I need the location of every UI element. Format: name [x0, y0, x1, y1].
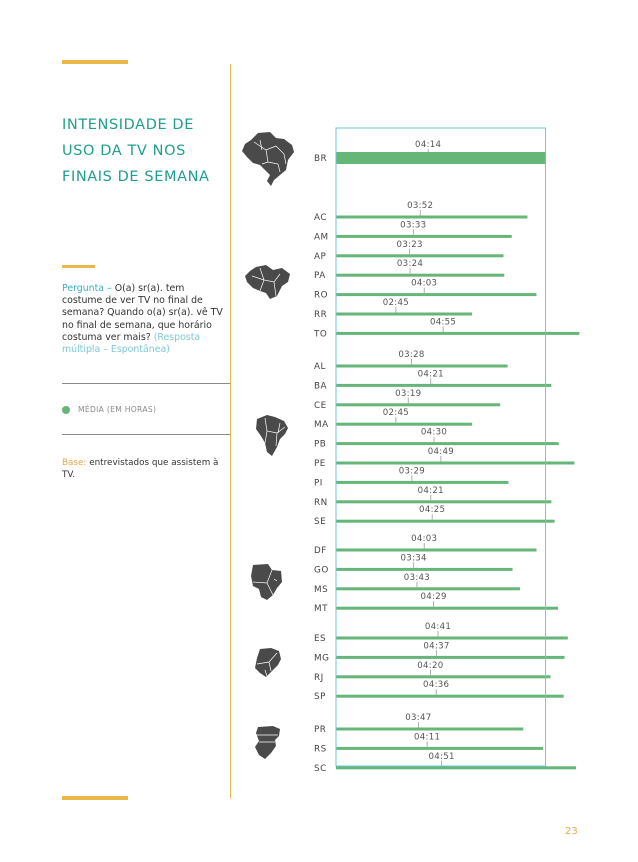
bar-es: [336, 637, 568, 640]
category-label-ba: BA: [314, 381, 328, 392]
value-label-pe: 04:49: [427, 447, 455, 457]
bar-go: [336, 568, 513, 571]
value-label-rn: 04:21: [417, 485, 444, 496]
value-label-se: 04:25: [419, 505, 446, 516]
bar-pi: [336, 481, 508, 484]
value-label-al: 03:28: [398, 350, 425, 360]
question-text: O(a) sr(a). tem costume de ver TV no final de semana? Quando o(a) sr(a). vê TV no final de semana, que horário costuma ver mais?: [62, 283, 223, 343]
category-label-ac: AC: [314, 213, 328, 223]
bar-ro: [336, 293, 536, 296]
value-label-sc: 04:51: [428, 751, 455, 762]
value-label-ro: 04:03: [411, 278, 438, 289]
bar-pr: [336, 728, 523, 731]
bar-rs: [336, 747, 543, 750]
bar-ms: [336, 587, 520, 590]
value-label-ma: 02:45: [382, 408, 410, 419]
value-label-rr: 02:45: [382, 298, 410, 308]
bar-al: [336, 365, 508, 368]
bar-ac: [336, 216, 527, 219]
category-label-pa: PA: [314, 271, 326, 282]
category-label-sc: SC: [314, 763, 327, 774]
legend-label: MÉDIA (EM HORAS): [78, 405, 157, 414]
value-label-am: 03:33: [400, 220, 427, 231]
value-label-ap: 03:23: [396, 239, 423, 250]
bar-pe: [336, 462, 574, 465]
value-label-ba: 04:21: [417, 369, 444, 380]
question-note: (Resposta múltipla – Espontânea): [62, 331, 201, 356]
value-label-pr: 03:47: [405, 713, 432, 723]
bar-pa: [336, 274, 504, 277]
category-label-mt: MT: [314, 604, 328, 615]
category-label-rn: RN: [314, 497, 328, 508]
category-label-go: GO: [314, 565, 329, 576]
category-label-rj: RJ: [314, 672, 324, 683]
category-label-sp: SP: [314, 692, 326, 703]
bar-to: [336, 332, 579, 335]
value-label-rj: 04:20: [417, 660, 444, 671]
category-label-ro: RO: [314, 290, 329, 301]
category-label-ms: MS: [314, 584, 329, 595]
bar-ap: [336, 254, 503, 257]
bar-br: [336, 152, 546, 164]
category-label-rr: RR: [314, 310, 328, 320]
value-label-df: 04:03: [411, 534, 438, 544]
value-label-es: 04:41: [424, 622, 452, 632]
bar-rj: [336, 675, 551, 678]
bar-rr: [336, 313, 472, 316]
bar-mt: [336, 607, 558, 610]
bar-rn: [336, 500, 551, 503]
value-label-mt: 04:29: [420, 592, 447, 603]
value-label-br: 04:14: [415, 140, 442, 150]
value-label-to: 04:55: [429, 317, 457, 328]
bar-am: [336, 235, 512, 238]
value-label-pb: 04:30: [420, 427, 448, 438]
category-label-to: TO: [314, 329, 328, 340]
value-label-rs: 04:11: [413, 732, 441, 743]
value-label-pa: 03:24: [396, 259, 424, 270]
category-label-rs: RS: [314, 744, 327, 755]
category-label-pr: PR: [314, 725, 327, 735]
category-label-df: DF: [314, 546, 327, 556]
category-label-ap: AP: [314, 251, 327, 262]
category-label-am: AM: [314, 232, 329, 243]
value-label-ms: 03:43: [403, 572, 431, 583]
base-text: entrevistados que assistem à TV.: [62, 458, 219, 480]
category-label-pi: PI: [314, 478, 323, 489]
category-label-ce: CE: [314, 400, 327, 411]
value-label-sp: 04:36: [423, 680, 450, 691]
bar-df: [336, 549, 536, 552]
bar-sp: [336, 695, 564, 698]
value-label-mg: 04:37: [423, 641, 450, 652]
value-label-ce: 03:19: [395, 388, 422, 399]
bar-se: [336, 520, 555, 523]
bar-ce: [336, 403, 500, 406]
value-label-ac: 03:52: [407, 201, 434, 211]
page-number: 23: [565, 826, 578, 837]
value-label-pi: 03:29: [398, 466, 426, 477]
bar-ba: [336, 384, 551, 387]
base-label: Base:: [62, 458, 87, 468]
category-label-es: ES: [314, 634, 327, 644]
bar-sc: [336, 766, 576, 769]
question-label: Pergunta –: [62, 283, 115, 294]
bar-ma: [336, 423, 472, 426]
category-label-se: SE: [314, 517, 327, 528]
page-title: INTENSIDADE DE USO DA TV NOS FINAIS DE SEMANA: [62, 117, 210, 185]
category-label-ma: MA: [314, 420, 329, 431]
category-label-br: BR: [314, 154, 328, 164]
bar-mg: [336, 656, 565, 659]
bar-pb: [336, 442, 559, 445]
value-label-go: 03:34: [400, 553, 427, 564]
category-label-mg: MG: [314, 653, 330, 664]
category-label-pb: PB: [314, 439, 327, 450]
category-label-pe: PE: [314, 459, 326, 469]
category-label-al: AL: [314, 362, 326, 372]
